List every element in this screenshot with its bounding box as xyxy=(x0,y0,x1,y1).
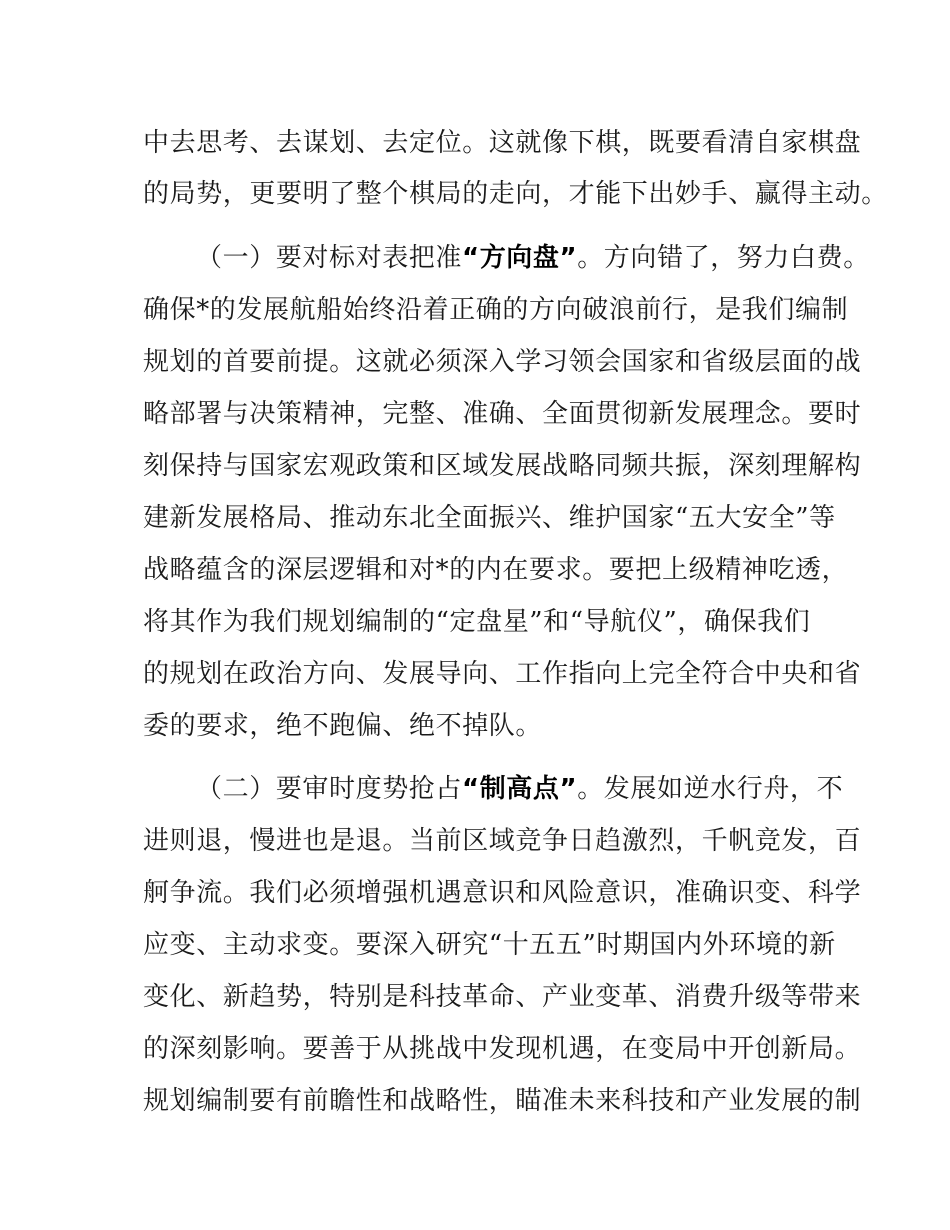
text-line: 刻保持与国家宏观政策和区域发展战略同频共振，深刻理解构 xyxy=(143,451,862,481)
text-line: 规划的首要前提。这就必须深入学习领会国家和省级层面的战 xyxy=(143,347,862,377)
section-2-heading-line xyxy=(196,771,843,807)
section-2-prefix: （二）要审时度势抢占 xyxy=(196,774,463,804)
text-line: 变化、新趋势，特别是科技革命、产业变革、消费升级等带来 xyxy=(143,982,862,1012)
text-line: 中去思考、去谋划、去定位。这就像下棋，既要看清自家棋盘 xyxy=(143,128,862,158)
section-1-prefix: （一）要对标对表把准 xyxy=(196,243,463,273)
text-line: 规划编制要有前瞻性和战略性，瞄准未来科技和产业发展的制 xyxy=(143,1086,862,1116)
section-2-suffix: 。发展如逆水行舟，不 xyxy=(577,774,844,804)
text-line: 的局势，更要明了整个棋局的走向，才能下出妙手、赢得主动。 xyxy=(143,179,888,209)
text-line: 委的要求，绝不跑偏、绝不掉队。 xyxy=(143,711,543,741)
text-line: 的规划在政治方向、发展导向、工作指向上完全符合中央和省 xyxy=(143,659,862,689)
section-1-suffix: 。方向错了，努力白费。 xyxy=(577,243,870,273)
text-line: 确保*的发展航船始终沿着正确的方向破浪前行，是我们编制 xyxy=(143,295,849,325)
section-1-heading-line xyxy=(196,240,870,276)
text-line: 将其作为我们规划编制的“定盘星”和“导航仪”，确保我们 xyxy=(143,607,811,637)
text-line: 略部署与决策精神，完整、准确、全面贯彻新发展理念。要时 xyxy=(143,399,862,429)
text-line: 建新发展格局、推动东北全面振兴、维护国家“五大安全”等 xyxy=(143,503,836,533)
section-2-heading: “制高点” xyxy=(462,774,578,804)
text-line: 应变、主动求变。要深入研究“十五五”时期国内外环境的新 xyxy=(143,930,836,960)
text-line: 舸争流。我们必须增强机遇意识和风险意识，准确识变、科学 xyxy=(143,878,862,908)
section-1-heading: “方向盘” xyxy=(462,243,578,273)
text-line: 的深刻影响。要善于从挑战中发现机遇，在变局中开创新局。 xyxy=(143,1034,862,1064)
text-line: 战略蕴含的深层逻辑和对*的内在要求。要把上级精神吃透， xyxy=(143,555,849,585)
text-line: 进则退，慢进也是退。当前区域竞争日趋激烈，千帆竞发，百 xyxy=(143,826,862,856)
